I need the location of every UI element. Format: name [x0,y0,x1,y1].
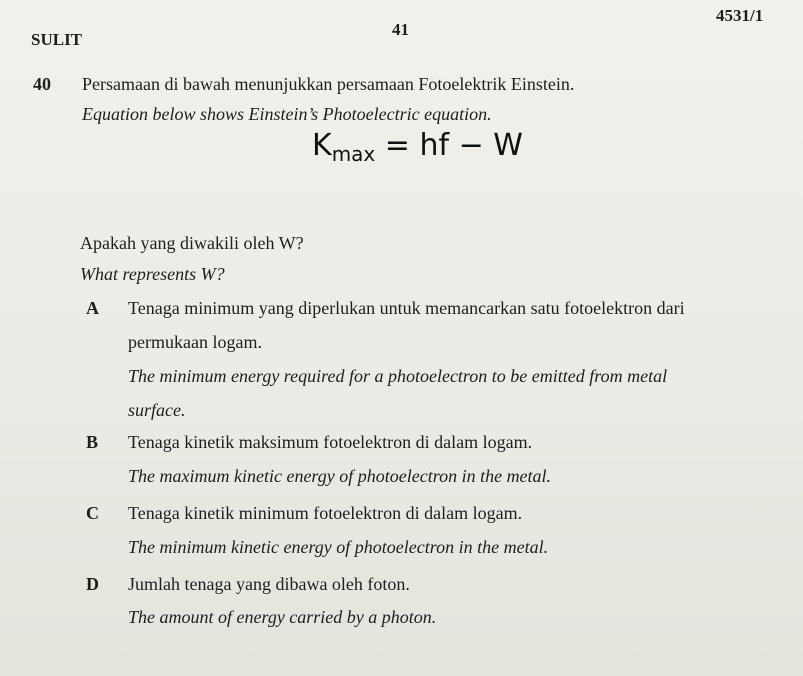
option-c-text-en: The minimum kinetic energy of photoelectron in the metal. [128,537,549,557]
option-a-text-en-2: surface. [128,400,186,420]
option-b-letter: B [86,432,99,452]
equation-k: K [312,128,332,163]
question-stem-ms: Persamaan di bawah menunjukkan persamaan Fotoelektrik Einstein. [82,74,575,94]
option-a-text-ms-2: permukaan logam. [128,332,262,352]
question-ask-ms: Apakah yang diwakili oleh W? [80,233,304,253]
option-d-letter: D [86,574,99,594]
question-stem-en: Equation below shows Einstein’s Photoelectric equation. [82,104,492,124]
option-a-letter: A [86,298,99,318]
option-d-text-ms: Jumlah tenaga yang dibawa oleh foton. [128,574,410,594]
question-number: 40 [33,74,51,94]
option-a-text-en-1: The minimum energy required for a photoelectron to be emitted from metal [128,366,668,386]
question-ask-en: What represents W? [80,264,225,284]
einstein-equation [312,128,523,166]
paper-code: 4531/1 [716,6,764,25]
option-c-text-ms: Tenaga kinetik minimum fotoelektron di dalam logam. [128,503,523,523]
option-c-letter: C [86,503,99,523]
option-b-text-en: The maximum kinetic energy of photoelectron in the metal. [128,466,552,486]
sulit-label: SULIT [31,30,83,49]
option-a-text-ms-1: Tenaga minimum yang diperlukan untuk memancarkan satu fotoelektron dari [128,298,685,318]
equation-subscript: max [331,142,376,166]
option-d-text-en: The amount of energy carried by a photon. [128,607,437,627]
equation-rhs: = hf − W [375,128,523,163]
option-b-text-ms: Tenaga kinetik maksimum fotoelektron di dalam logam. [128,432,533,452]
page-number: 41 [392,20,409,39]
